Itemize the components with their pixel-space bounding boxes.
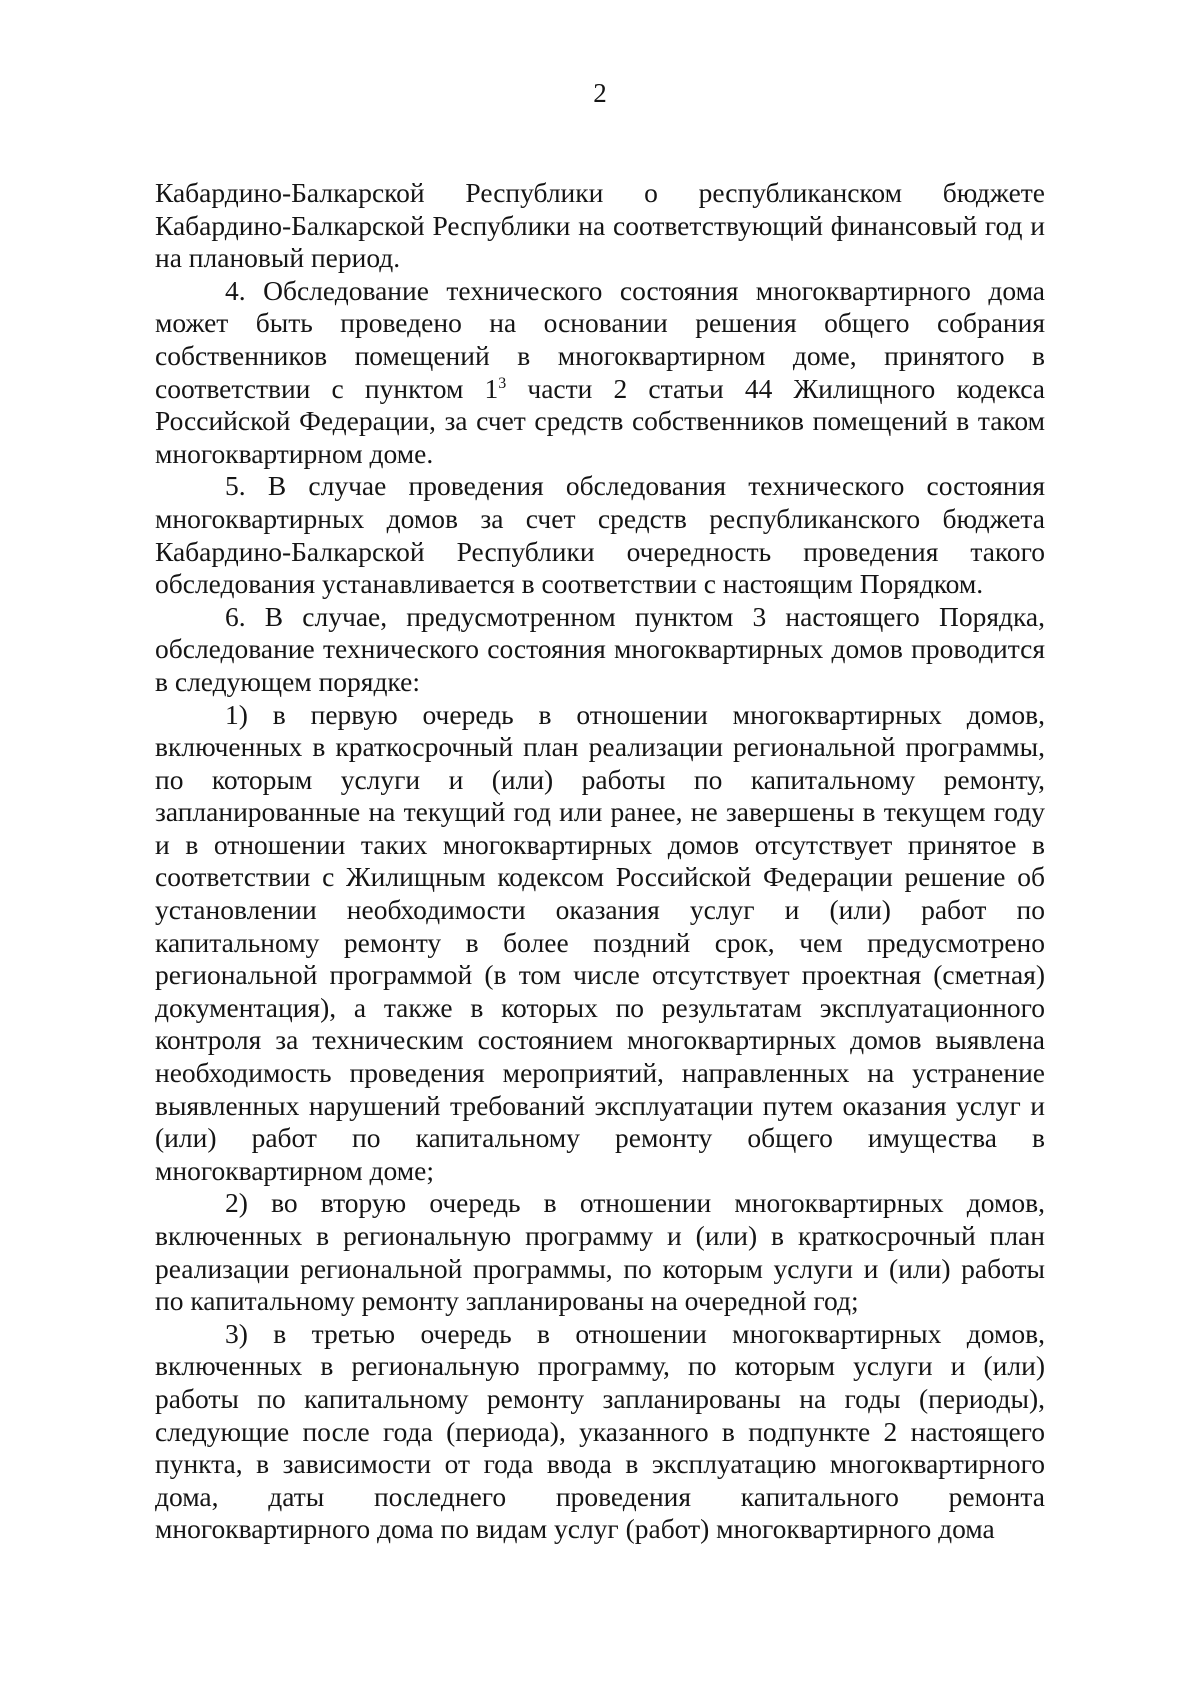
paragraph-4-part-a: 4. Обследование технического состояния многоквартирного дома может быть проведено на основании решения общего собрания собственников помещений в многоквартирном доме, принятого в соответствии с пунктом 1 — [155, 274, 1045, 404]
page-number: 2 — [593, 78, 607, 108]
paragraph-intro: Кабардино-Балкарской Республики о республиканском бюджете Кабардино-Балкарской Республики на соответствующий финансовый год и на плановый период. — [155, 177, 1045, 274]
paragraph-4-superscript: 3 — [498, 374, 507, 392]
paragraph-6: 6. В случае, предусмотренном пунктом 3 настоящего Порядка, обследование технического состояния многоквартирных домов проводится в следующем порядке: — [155, 600, 1045, 697]
paragraph-4-part-b: части 2 статьи 44 Жилищного кодекса Российской Федерации, за счет средств собственников помещений в таком многоквартирном доме. — [155, 372, 1045, 469]
list-item-3: 3) в третью очередь в отношении многоквартирных домов, включенных в региональную программу, по которым услуги и (или) работы по капитальному ремонту запланированы на годы (периоды), следующие после года (периода), указанного в подпункте 2 настоящего пункта, в зависимости от года ввода в эксплуатацию многоквартирного дома, даты последнего проведения капитального ремонта многоквартирного дома по видам услуг (работ) многоквартирного дома — [155, 1317, 1045, 1545]
document-body — [155, 177, 1045, 1546]
paragraph-4 — [155, 275, 1045, 471]
list-item-1: 1) в первую очередь в отношении многоквартирных домов, включенных в краткосрочный план реализации региональной программы, по которым услуги и (или) работы по капитальному ремонту, запланированные на текущий год или ранее, не завершены в текущем году и в отношении таких многоквартирных домов отсутствует принятое в соответствии с Жилищным кодексом Российской Федерации решение об установлении необходимости оказания услуг и (или) работ по капитальному ремонту в более поздний срок, чем предусмотрено региональной программой (в том числе отсутствует проектная (сметная) документация), а также в которых по результатам эксплуатационного контроля за техническим состоянием многоквартирных домов выявлена необходимость проведения мероприятий, направленных на устранение выявленных нарушений требований эксплуатации путем оказания услуг и (или) работ по капитальному ремонту общего имущества в многоквартирном доме; — [155, 698, 1045, 1186]
paragraph-5: 5. В случае проведения обследования технического состояния многоквартирных домов за счет средств республиканского бюджета Кабардино-Балкарской Республики очередность проведения такого обследования устанавливается в соответствии с настоящим Порядком. — [155, 470, 1045, 600]
list-item-2: 2) во вторую очередь в отношении многоквартирных домов, включенных в региональную программу и (или) в краткосрочный план реализации региональной программы, по которым услуги и (или) работы по капитальному ремонту запланированы на очередной год; — [155, 1187, 1045, 1317]
